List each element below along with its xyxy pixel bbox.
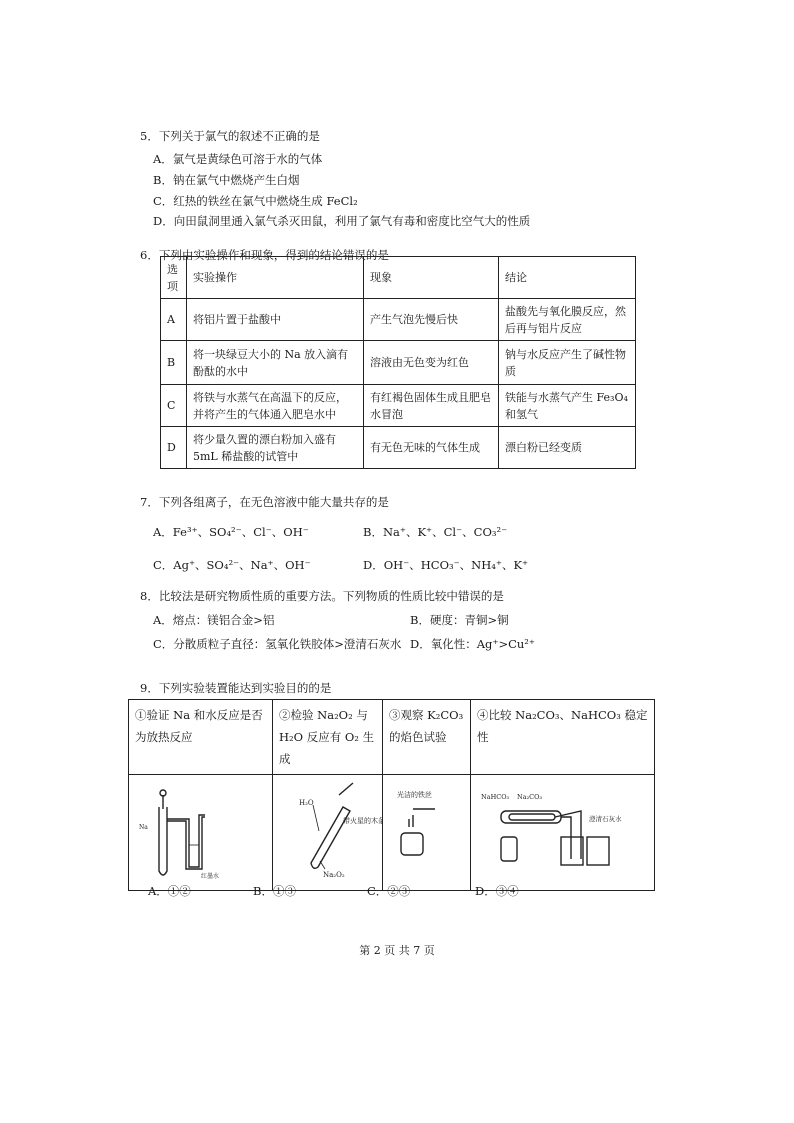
q5-option-d: D．向田鼠洞里通入氯气杀灭田鼠，利用了氯气有毒和密度比空气大的性质 [153, 214, 531, 228]
q7-option-a: A．Fe³⁺、SO₄²⁻、Cl⁻、OH⁻ [153, 525, 309, 539]
figure-3-wire-label: 光洁的铁丝 [397, 791, 432, 799]
table-row [161, 385, 636, 427]
figure-2-h2o-label: H₂O [299, 799, 314, 807]
na2o2-leader [320, 861, 325, 869]
figure-2-splint-label: 带火星的木条 [343, 817, 383, 825]
alcohol-lamp [401, 833, 423, 855]
h2o-leader [313, 805, 319, 831]
q9-option-a: A．①② [148, 884, 191, 898]
page-footer: 第 2 页 共 7 页 [359, 944, 435, 957]
q9-stem: 9．下列实验装置能达到实验目的的是 [140, 681, 332, 695]
q9-figure-row [129, 775, 655, 891]
figure-1-water-label: 红墨水 [201, 873, 220, 880]
q6-cell: 有红褐色固体生成且肥皂水冒泡 [364, 385, 499, 427]
q6-cell: 盐酸先与氧化膜反应，然后再与铝片反应 [499, 299, 636, 341]
figure-2-na2o2-label: Na₂O₂ [323, 871, 345, 879]
q6-table [160, 256, 636, 469]
q6-header-conclusion: 结论 [499, 257, 636, 299]
q5-option-b: B．钠在氯气中燃烧产生白烟 [153, 173, 300, 187]
q8-option-d: D．氧化性：Ag⁺>Cu²⁺ [410, 637, 535, 651]
q5-option-a: A．氯气是黄绿色可溶于水的气体 [153, 152, 323, 166]
test-tube [159, 807, 167, 875]
q7-option-d: D．OH⁻、HCO₃⁻、NH₄⁺、K⁺ [363, 558, 529, 572]
flame [409, 815, 413, 827]
q9-cell-2: ②检验 Na₂O₂ 与 H₂O 反应有 O₂ 生成 [273, 700, 383, 775]
q9-cell-1: ①验证 Na 和水反应是否为放热反应 [129, 700, 273, 775]
q6-cell: 有无色无味的气体生成 [364, 427, 499, 469]
q7-option-c: C．Ag⁺、SO₄²⁻、Na⁺、OH⁻ [153, 558, 311, 572]
q6-cell: 漂白粉已经变质 [499, 427, 636, 469]
table-row [161, 341, 636, 385]
figure-1-na-label: Na [139, 824, 148, 831]
q6-header-phenomenon: 现象 [364, 257, 499, 299]
figure-1-apparatus [129, 775, 273, 883]
inner-tube [509, 814, 555, 820]
q6-cell: C [161, 385, 187, 427]
q6-cell: 将铁与水蒸气在高温下的反应，并将产生的气体通入肥皂水中 [187, 385, 364, 427]
outer-tube [501, 811, 561, 823]
q9-cell-4: ④比较 Na₂CO₃、NaHCO₃ 稳定性 [471, 700, 655, 775]
q7-stem: 7．下列各组离子，在无色溶液中能大量共存的是 [140, 495, 389, 509]
q6-header-row [161, 257, 636, 299]
q5-option-c: C．红热的铁丝在氯气中燃烧生成 FeCl₂ [153, 194, 358, 208]
splint [339, 783, 353, 795]
q9-table [128, 699, 655, 891]
q8-option-b: B．硬度：青铜>铜 [410, 613, 509, 627]
q6-cell: 产生气泡先慢后快 [364, 299, 499, 341]
q9-option-b: B．①③ [253, 884, 296, 898]
q9-text-row [129, 700, 655, 775]
beaker-2 [587, 837, 609, 865]
q6-cell: D [161, 427, 187, 469]
q9-option-c: C．②③ [367, 884, 411, 898]
q9-figure-2 [273, 775, 383, 891]
q9-option-d: D．③④ [475, 884, 519, 898]
q5-stem: 5．下列关于氯气的叙述不正确的是 [140, 129, 320, 143]
figure-4-apparatus [471, 775, 655, 883]
table-row [161, 427, 636, 469]
figure-4-lime-label: 澄清石灰水 [589, 815, 622, 823]
q6-header-operation: 实验操作 [187, 257, 364, 299]
q6-cell: B [161, 341, 187, 385]
figure-2-apparatus [273, 775, 383, 883]
q9-figure-4 [471, 775, 655, 891]
q7-option-b: B．Na⁺、K⁺、Cl⁻、CO₃²⁻ [363, 525, 508, 539]
table-row [161, 299, 636, 341]
delivery-tubes [555, 811, 581, 859]
q8-option-c: C．分散质粒子直径：氢氧化铁胶体>澄清石灰水 [153, 637, 402, 651]
figure-3-apparatus [383, 775, 471, 883]
q6-cell: 将一块绿豆大小的 Na 放入滴有酚酞的水中 [187, 341, 364, 385]
q6-stem: 6．下列由实验操作和现象，得到的结论错误的是 [140, 248, 389, 262]
q9-figure-1 [129, 775, 273, 891]
q8-stem: 8．比较法是研究物质性质的重要方法。下列物质的性质比较中错误的是 [140, 589, 504, 603]
q8-option-a: A．熔点：镁铝合金>铝 [153, 613, 275, 627]
figure-4-nahco3-label: NaHCO₃ [481, 793, 510, 801]
q6-cell: 将铝片置于盐酸中 [187, 299, 364, 341]
q6-header-option: 选项 [161, 257, 187, 299]
q6-cell: 溶液由无色变为红色 [364, 341, 499, 385]
alcohol-lamp [501, 837, 517, 861]
q6-cell: 铁能与水蒸气产生 Fe₃O₄ 和氢气 [499, 385, 636, 427]
q9-figure-3 [383, 775, 471, 891]
q9-cell-3: ③观察 K₂CO₃ 的焰色试验 [383, 700, 471, 775]
beaker-1 [561, 837, 583, 865]
q6-cell: A [161, 299, 187, 341]
figure-4-na2co3-label: Na₂CO₃ [517, 793, 543, 801]
q6-cell: 将少量久置的漂白粉加入盛有 5mL 稀盐酸的试管中 [187, 427, 364, 469]
q6-cell: 钠与水反应产生了碱性物质 [499, 341, 636, 385]
